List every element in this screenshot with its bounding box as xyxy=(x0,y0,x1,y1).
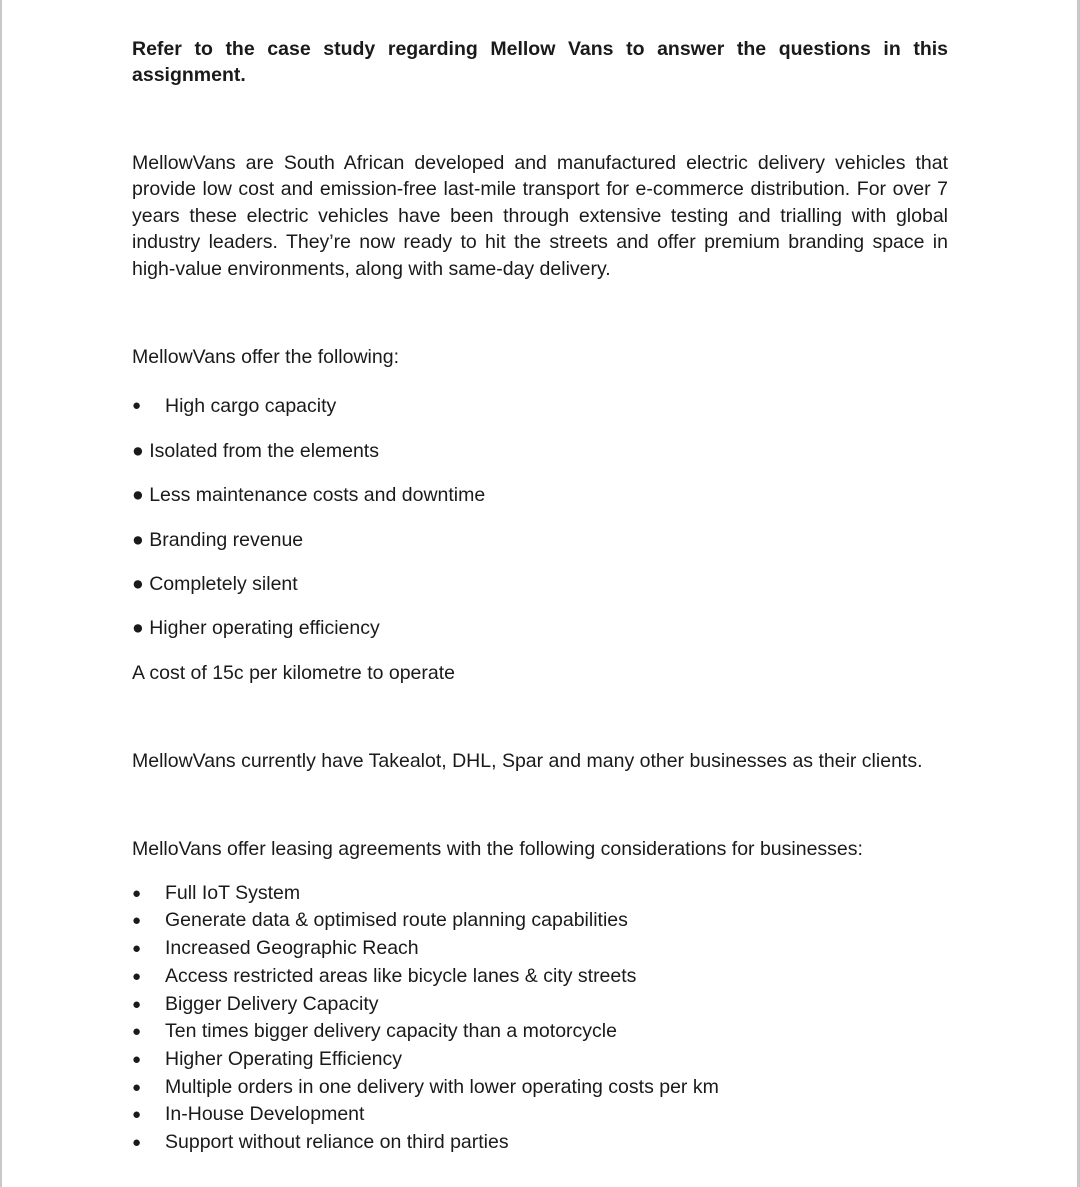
lease-list xyxy=(132,880,948,1157)
intro-paragraph: MellowVans are South African developed and manufactured electric delivery vehicles that provide low cost and emission-free last-mile transport for e-commerce distribution. For over 7 years these electric vehicles have been through extensive testing and trialling with global industry leaders. They’re now ready to hit the streets and offer premium branding space in high-value environments, along with same-day delivery. xyxy=(132,152,948,280)
bullet-icon: ● xyxy=(132,1050,142,1068)
offer-intro: MellowVans offer the following: xyxy=(132,346,400,369)
bullet-icon: ● xyxy=(132,1078,142,1096)
page-edge-left xyxy=(0,0,2,1187)
list-item: ● Ten times bigger delivery capacity than a motorcycle xyxy=(132,1018,948,1046)
bullet-icon: ● xyxy=(132,912,142,930)
offer-item-label: High cargo capacity xyxy=(165,395,337,418)
list-item: ● Full IoT System xyxy=(132,880,948,908)
offer-list xyxy=(132,393,948,641)
list-item: ● Increased Geographic Reach xyxy=(132,935,948,963)
list-item: ● In-House Development xyxy=(132,1101,948,1129)
bullet-icon: ● xyxy=(132,995,142,1013)
leasing-intro: MelloVans offer leasing agreements with the following considerations for businesses: xyxy=(132,837,863,860)
bullet-icon: ● xyxy=(132,1023,142,1041)
assignment-heading: Refer to the case study regarding Mellow Vans to answer the questions in this assignment. xyxy=(132,38,948,86)
list-item: ● Generate data & optimised route planning capabilities xyxy=(132,907,948,935)
bullet-icon: ● xyxy=(132,940,142,958)
list-item: ● Higher operating efficiency xyxy=(132,617,380,640)
bullet-icon: ● xyxy=(132,397,142,415)
list-item xyxy=(132,393,948,419)
list-item: ● Higher Operating Efficiency xyxy=(132,1046,948,1074)
list-item: ● Access restricted areas like bicycle lanes & city streets xyxy=(132,963,948,991)
list-item: ● Less maintenance costs and downtime xyxy=(132,484,486,507)
clients-paragraph: MellowVans currently have Takealot, DHL, Spar and many other businesses as their clients. xyxy=(132,749,923,772)
list-item: ● Bigger Delivery Capacity xyxy=(132,991,948,1019)
list-item: ● Branding revenue xyxy=(132,528,304,551)
cost-line: A cost of 15c per kilometre to operate xyxy=(132,661,456,684)
bullet-icon: ● xyxy=(132,1106,142,1124)
list-item: ● Support without reliance on third parties xyxy=(132,1129,948,1157)
bullet-icon: ● xyxy=(132,1133,142,1151)
list-item: ● Multiple orders in one delivery with lower operating costs per km xyxy=(132,1074,948,1102)
bullet-icon: ● xyxy=(132,884,142,902)
list-item: ● Isolated from the elements xyxy=(132,439,379,462)
bullet-icon: ● xyxy=(132,967,142,985)
list-item: ● Completely silent xyxy=(132,573,298,595)
document-page xyxy=(132,36,948,1157)
